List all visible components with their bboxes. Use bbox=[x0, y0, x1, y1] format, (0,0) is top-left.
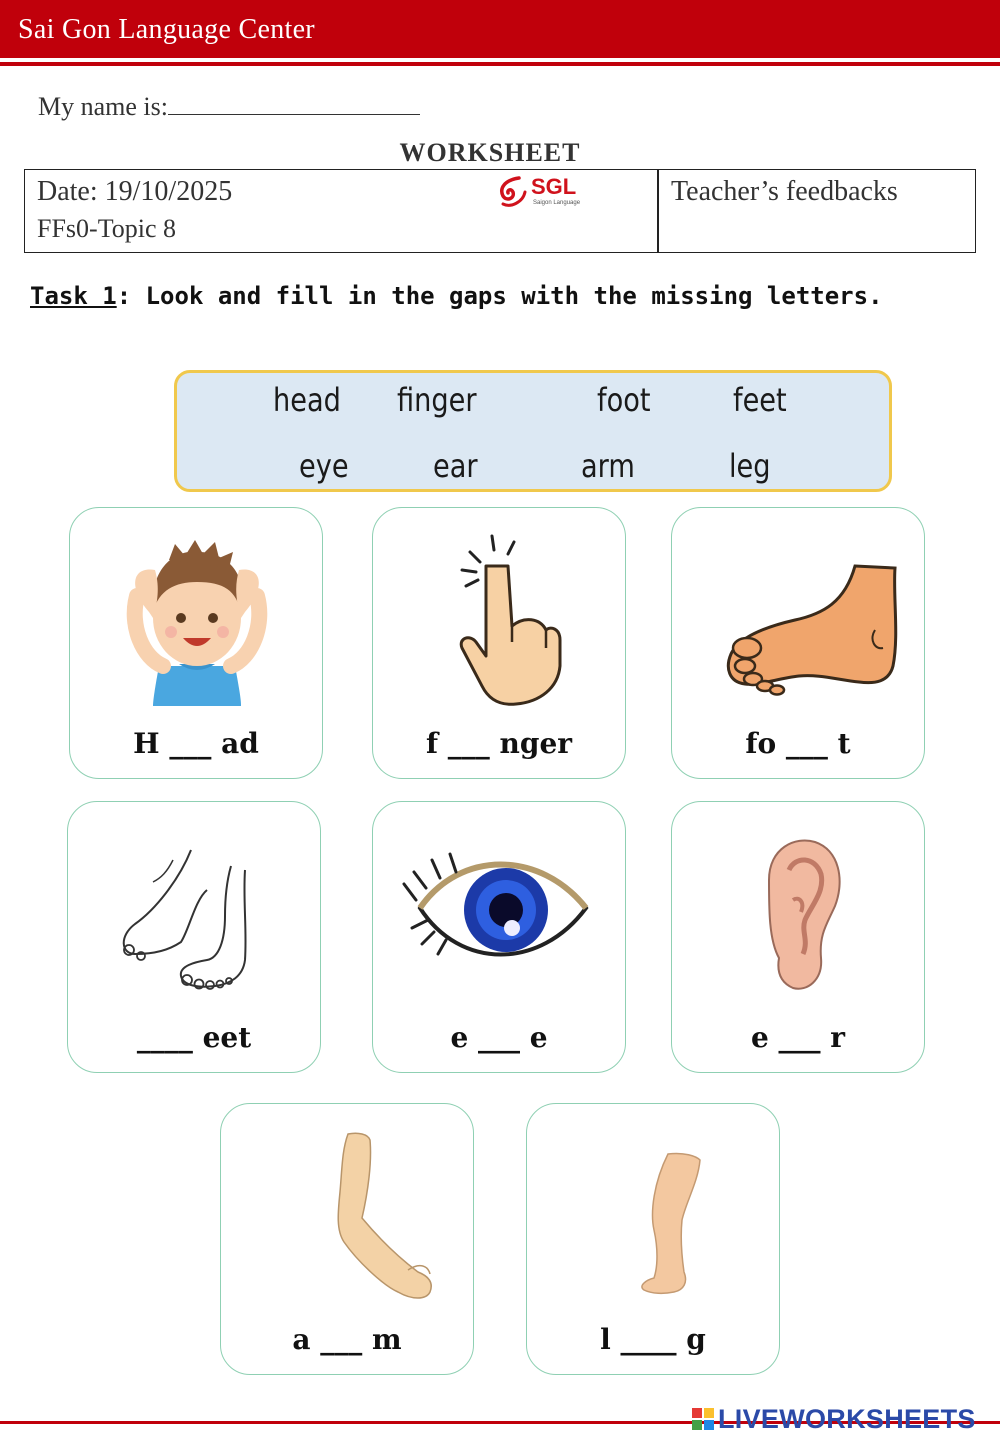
eye-icon bbox=[400, 820, 600, 1000]
card-feet bbox=[67, 801, 321, 1073]
foot-icon bbox=[699, 526, 899, 706]
header-divider bbox=[0, 62, 1000, 66]
worksheet-title: WORKSHEET bbox=[399, 138, 581, 167]
task-text: : Look and fill in the gaps with the missing letters. bbox=[116, 282, 883, 310]
date-text: Date: 19/10/2025 bbox=[37, 176, 233, 207]
gap-word[interactable]: e ___ r bbox=[750, 1021, 846, 1054]
word-bank-item: head bbox=[273, 381, 341, 419]
word-bank-item: feet bbox=[733, 381, 787, 419]
card-arm bbox=[220, 1103, 474, 1375]
card-foot bbox=[671, 507, 925, 779]
word-bank-item: arm bbox=[581, 447, 635, 485]
pointing-finger-icon bbox=[400, 526, 600, 706]
boy-head-icon bbox=[97, 526, 297, 706]
arm-icon bbox=[248, 1122, 448, 1302]
liveworksheets-text: LIVEWORKSHEETS bbox=[718, 1404, 976, 1434]
feet-icon bbox=[95, 820, 295, 1000]
logo-subtext: Saigon Language bbox=[533, 200, 581, 206]
gap-word[interactable]: a ___ m bbox=[292, 1323, 402, 1356]
card-finger bbox=[372, 507, 626, 779]
header-bar bbox=[0, 0, 1000, 58]
card-leg bbox=[526, 1103, 780, 1375]
center-name: Sai Gon Language Center bbox=[18, 14, 315, 45]
card-ear bbox=[671, 801, 925, 1073]
name-label: My name is: bbox=[38, 92, 168, 121]
liveworksheets-logo[interactable] bbox=[692, 1404, 992, 1434]
sgl-swirl-icon bbox=[495, 174, 529, 210]
gap-word[interactable]: fo ___ t bbox=[745, 727, 851, 760]
word-bank-item: eye bbox=[299, 447, 349, 485]
table-divider bbox=[657, 170, 659, 252]
ear-icon bbox=[699, 820, 899, 1000]
gap-word[interactable]: l ____ g bbox=[600, 1323, 706, 1356]
name-prompt bbox=[38, 88, 420, 122]
word-bank-item: foot bbox=[597, 381, 651, 419]
card-head bbox=[69, 507, 323, 779]
word-bank bbox=[174, 370, 892, 492]
logo-text: SGL bbox=[531, 174, 577, 199]
leg-icon bbox=[554, 1122, 754, 1302]
liveworksheets-icon bbox=[692, 1408, 714, 1430]
gap-word[interactable]: ____ eet bbox=[136, 1021, 252, 1054]
topic-text: FFs0-Topic 8 bbox=[37, 214, 177, 243]
task-label: Task 1 bbox=[30, 282, 117, 310]
feedback-label: Teacher’s feedbacks bbox=[671, 176, 898, 207]
word-bank-item: leg bbox=[729, 447, 771, 485]
gap-word[interactable]: f ___ nger bbox=[425, 727, 573, 760]
sgl-logo bbox=[495, 174, 595, 210]
word-bank-item: ear bbox=[433, 447, 478, 485]
gap-word[interactable]: H ___ ad bbox=[133, 727, 259, 760]
name-blank[interactable] bbox=[168, 88, 420, 115]
gap-word[interactable]: e ___ e bbox=[450, 1021, 548, 1054]
word-bank-item: finger bbox=[397, 381, 477, 419]
task-instruction bbox=[30, 282, 883, 310]
info-table bbox=[24, 169, 976, 253]
card-eye bbox=[372, 801, 626, 1073]
